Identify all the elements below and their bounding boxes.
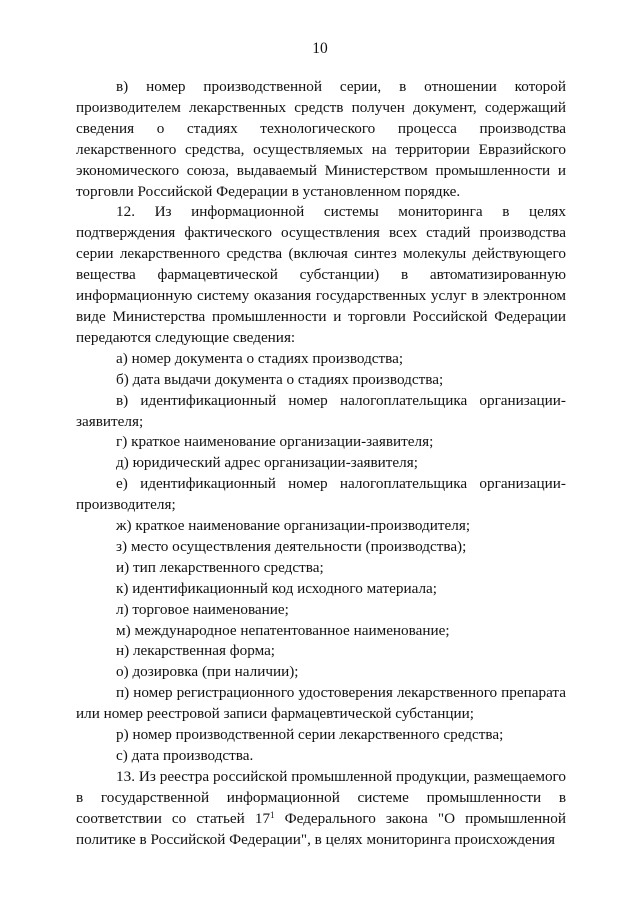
list-item-zh: ж) краткое наименование организации-производителя;: [116, 517, 471, 535]
list-item-e: е) идентификационный номер налогоплательщика организации-производителя;: [76, 475, 566, 514]
list-item-l: л) торговое наименование;: [116, 600, 289, 618]
paragraph-13-text-start: 13. Из реестра российской промышленной продукции, размещаемого в государственной информационной системе промышленности в соответствии со статьей 17: [76, 767, 566, 827]
list-item-s: с) дата производства.: [116, 747, 254, 764]
list-item-p: п) номер регистрационного удостоверения лекарственного препарата или номер реестровой записи фармацевтической субстанции;: [76, 684, 566, 723]
list-item-d: д) юридический адрес организации-заявителя;: [116, 454, 418, 472]
list-item-z: з) место осуществления деятельности (производства);: [116, 537, 467, 555]
paragraph-13-text-end: Федерального закона "О промышленной политике в Российской Федерации", в целях мониторинга происхождения: [76, 809, 566, 848]
list-item-b: б) дата выдачи документа о стадиях производства;: [116, 370, 444, 388]
document-body: [76, 77, 566, 851]
paragraph-13: [76, 767, 566, 851]
list-item-o: о) дозировка (при наличии);: [116, 663, 299, 681]
article-superscript: 1: [270, 809, 275, 820]
list-item-i: и) тип лекарственного средства;: [116, 558, 324, 576]
page-number: 10: [312, 40, 328, 57]
list-item-r: р) номер производственной серии лекарственного средства;: [116, 726, 504, 744]
list-item-v: в) идентификационный номер налогоплательщика организации-заявителя;: [76, 391, 566, 430]
list-item-n: н) лекарственная форма;: [116, 642, 276, 660]
list-item-g: г) краткое наименование организации-заявителя;: [116, 433, 434, 451]
list-item-m: м) международное непатентованное наименование;: [116, 621, 450, 639]
paragraph-12: 12. Из информационной системы мониторинга в целях подтверждения фактического осуществления всех стадий производства серии лекарственного средства (включая синтез молекулы действующего вещества фармацевтической субстанции) в автоматизированную информационную систему оказания государственных услуг в электронном виде Министерства промышленности и торговли Российской Федерации передаются следующие сведения:: [76, 203, 566, 346]
list-item-a: а) номер документа о стадиях производства;: [116, 349, 404, 367]
paragraph-11v: в) номер производственной серии, в отношении которой производителем лекарственных средств получен документ, содержащий сведения о стадиях технологического процесса производства лекарственного средства, осуществляемых на территории Евразийского экономического союза, выдаваемый Министерством промышленности и торговли Российской Федерации в установленном порядке.: [76, 78, 566, 200]
list-item-k: к) идентификационный код исходного материала;: [116, 579, 437, 597]
